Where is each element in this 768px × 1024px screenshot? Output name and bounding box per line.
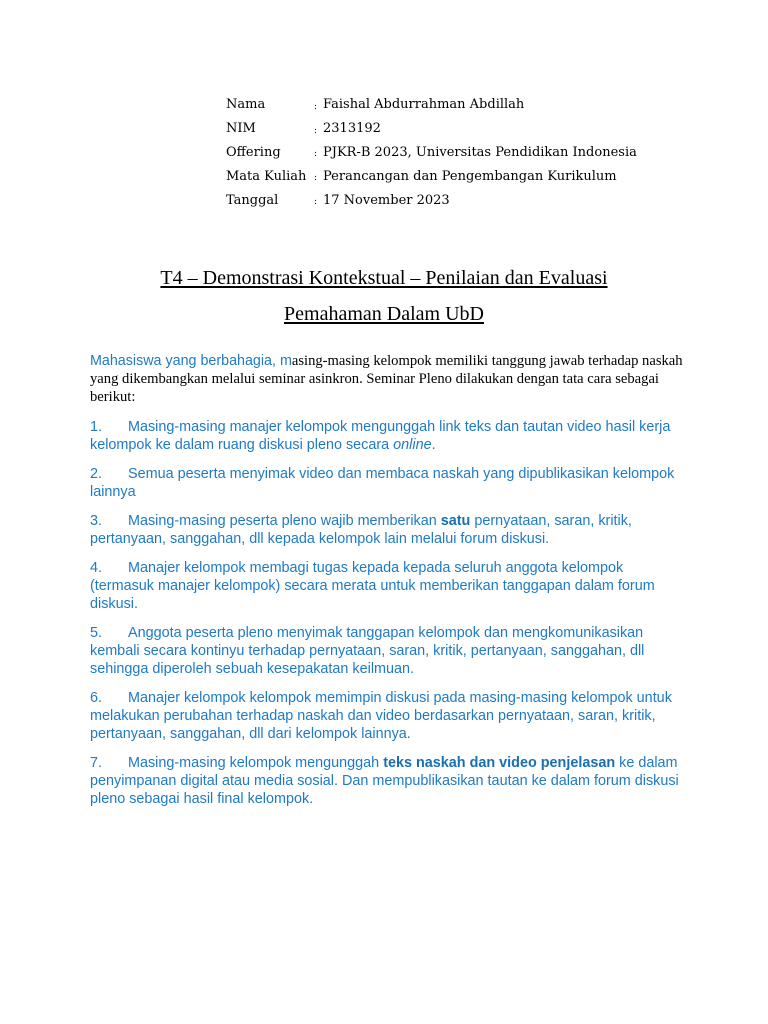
info-colon: : bbox=[314, 149, 318, 160]
item-number: 3. bbox=[90, 513, 103, 529]
procedure-list bbox=[90, 418, 684, 819]
list-item bbox=[90, 754, 684, 808]
list-item bbox=[90, 689, 684, 743]
item-text: Anggota peserta pleno menyimak tanggapan kelompok dan mengkomunikasikan kembali secara kontinyu terhadap pernyataan, saran, kritik, pertanyaan, sanggahan, dll sehingga diperoleh sebuah kesepakatan keilmuan. bbox=[90, 625, 645, 677]
document-title-line-2: Pemahaman Dalam UbD bbox=[284, 303, 484, 325]
list-item bbox=[90, 418, 684, 454]
item-bold: satu bbox=[440, 513, 471, 529]
info-colon: : bbox=[314, 197, 318, 208]
item-text: Masing-masing manajer kelompok mengunggah link teks dan tautan video hasil kerja kelompok ke dalam ruang diskusi pleno secara bbox=[90, 419, 671, 453]
info-value: Perancangan dan Pengembangan Kurikulum bbox=[323, 168, 617, 184]
info-label: Nama bbox=[226, 97, 266, 113]
item-number: 5. bbox=[90, 625, 103, 641]
info-label: Mata Kuliah bbox=[226, 168, 307, 184]
item-text: Masing-masing peserta pleno wajib memberikan bbox=[128, 513, 441, 529]
intro-greeting: Mahasiswa yang berbahagia, m bbox=[90, 353, 292, 369]
item-text: Semua peserta menyimak video dan membaca naskah yang dipublikasikan kelompok lainnya bbox=[90, 466, 675, 500]
list-item bbox=[90, 559, 684, 613]
item-bold: teks naskah dan video penjelasan bbox=[383, 755, 616, 771]
list-item bbox=[90, 465, 684, 501]
info-value: 2313192 bbox=[323, 121, 381, 137]
info-label: NIM bbox=[226, 121, 256, 137]
info-row-offering bbox=[226, 141, 637, 165]
document-title-line-1: T4 – Demonstrasi Kontekstual – Penilaian dan Evaluasi bbox=[160, 267, 608, 289]
info-value: Faishal Abdurrahman Abdillah bbox=[323, 97, 525, 113]
item-number: 7. bbox=[90, 755, 103, 771]
item-number: 2. bbox=[90, 466, 103, 482]
item-text: Manajer kelompok kelompok memimpin diskusi pada masing-masing kelompok untuk melakukan perubahan terhadap naskah dan video berdasarkan pernyataan, saran, kritik, pertanyaan, sanggahan, dll dari kelompok lainnya. bbox=[90, 690, 672, 742]
info-row-nim bbox=[226, 117, 637, 141]
item-text: Manajer kelompok membagi tugas kepada kepada seluruh anggota kelompok (termasuk manajer kelompok) secara merata untuk memberikan tanggapan dalam forum diskusi. bbox=[90, 560, 655, 612]
info-row-tanggal bbox=[226, 188, 637, 212]
item-text-end: pernyataan, saran, kritik, pertanyaan, sanggahan, dll kepada kelompok lain melalui forum diskusi. bbox=[90, 513, 632, 547]
info-value: 17 November 2023 bbox=[323, 192, 450, 208]
info-colon: : bbox=[314, 101, 318, 112]
info-row-mata-kuliah bbox=[226, 164, 637, 188]
student-info bbox=[226, 93, 637, 212]
item-number: 4. bbox=[90, 560, 103, 576]
item-text: Masing-masing kelompok mengunggah bbox=[128, 755, 384, 771]
info-value: PJKR-B 2023, Universitas Pendidikan Indonesia bbox=[323, 144, 637, 160]
intro-text: asing-masing kelompok memiliki tanggung jawab terhadap naskah yang dikembangkan melalui seminar asinkron. Seminar Pleno dilakukan dengan tata cara sebagai berikut: bbox=[90, 353, 683, 405]
list-item bbox=[90, 512, 684, 548]
info-colon: : bbox=[314, 173, 318, 184]
item-number: 1. bbox=[90, 419, 103, 435]
item-text-end: . bbox=[431, 437, 436, 453]
intro-paragraph bbox=[90, 352, 690, 406]
info-colon: : bbox=[314, 125, 318, 136]
item-text-end: ke dalam penyimpanan digital atau media sosial. Dan mempublikasikan tautan ke dalam forum diskusi pleno sebagai hasil final kelompok. bbox=[90, 755, 679, 807]
list-item bbox=[90, 624, 684, 678]
info-label: Tanggal bbox=[226, 192, 279, 208]
item-italic: online bbox=[393, 437, 432, 453]
item-number: 6. bbox=[90, 690, 103, 706]
info-label: Offering bbox=[226, 144, 281, 160]
info-row-nama bbox=[226, 93, 637, 117]
